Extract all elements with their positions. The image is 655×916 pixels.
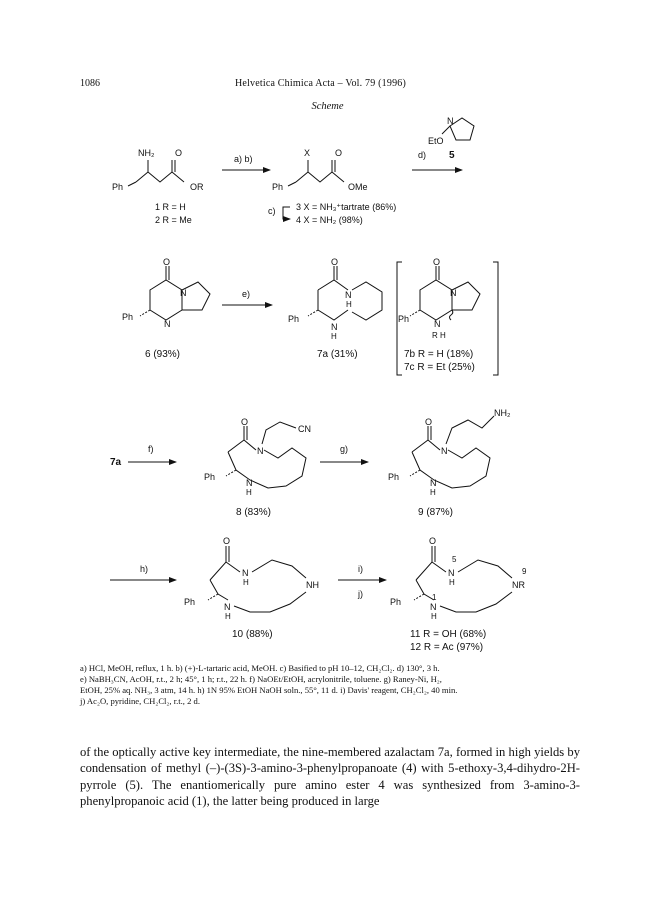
sm-or-label: OR [190,182,204,192]
c10-ph-label: Ph [184,597,196,607]
c10-n1-label: N [242,568,249,578]
sm-nh2-label: NH₂ [138,148,155,158]
page-number: 1086 [80,78,100,89]
body-paragraph: of the optically active key intermediate, the nine-membered azalactam 7a, formed in high yields by condensation of methyl (–)-(3S)-3-amino-3-phenylpropanoate (4) with 5-ethoxy-3,4-dihydro-2H-pyrrole (5). The enantiomerically pure amino ester 4 was synthesized from 3-amino-3-phenylpropanoic acid (1), the latter being produced in large [80,745,580,809]
c11-position-1-label: 1 [432,593,437,602]
int-o-label: O [335,148,343,158]
c7b-n2-label: N [434,319,441,329]
compound-7c-label: 7c R = Et (25%) [404,362,475,373]
compound-8-label: 8 (83%) [236,507,272,518]
reagent-eto-label: EtO [428,136,444,146]
c11-position-5-label: 5 [452,555,457,564]
step-c-label: c) [268,206,276,216]
step-c-bracket [283,207,290,219]
arrow-h-label: h) [140,564,149,574]
c8-h-label: H [246,488,252,497]
c7a-n2-label: N [331,322,338,332]
compound-3-label: 3 X = NH₃⁺tartrate (86%) [296,202,397,212]
c9-nh2-label: NH₂ [494,408,511,418]
compound-9-structure [388,408,511,497]
c9-n1-label: N [441,446,448,456]
c10-h1-label: H [243,578,249,587]
c8-ph-label: Ph [204,472,216,482]
int-ph-label: Ph [272,182,284,192]
c11-h2-label: H [431,612,437,621]
c9-ph-label: Ph [388,472,400,482]
compound-8-structure [204,417,311,497]
compound-9-label: 9 (87%) [418,507,454,518]
compound-12-label: 12 R = Ac (97%) [410,642,484,653]
compound-7a-structure [288,257,382,341]
sm-o-label: O [175,148,183,158]
compound-11-label: 11 R = OH (68%) [410,629,487,640]
c6-n2-label: N [164,319,171,329]
footnote-line: e) NaBH₃CN, AcOH, r.t., 2 h; 45°, 1 h; r.t., 22 h. f) NaOEt/EtOH, acrylonitrile, toluene. g) Raney-Ni, H₂, [80,674,442,684]
footnote-line: a) HCl, MeOH, reflux, 1 h. b) (+)-L-tartaric acid, MeOH. c) Basified to pH 10–12, CH₂Cl₂. d) 130°, 3 h. [80,663,440,673]
compound-5-structure [428,116,474,146]
c9-n2-label: N [430,478,437,488]
c7a-h1-label: H [346,300,352,309]
footnote-line: j) Ac₂O, pyridine, CH₂Cl₂, r.t., 2 d. [80,696,200,706]
c10-nh-label: NH [306,580,319,590]
c11-n2-label: N [430,602,437,612]
arrow-j-label: j) [358,589,363,599]
compound-1-label: 1 R = H [155,202,186,212]
c7b-o-label: O [433,257,441,267]
c8-o-label: O [241,417,249,427]
c9-h-label: H [430,488,436,497]
c7a-o-label: O [331,257,339,267]
c6-ph-label: Ph [122,312,134,322]
running-header: Helvetica Chimica Acta – Vol. 79 (1996) [235,78,407,89]
compound-7a-ref: 7a [110,457,122,468]
c11-ph-label: Ph [390,597,402,607]
compound-7b-7c-structure [398,257,480,340]
c6-n1-label: N [180,288,187,298]
compound-6-label: 6 (93%) [145,349,181,360]
sm-ph-label: Ph [112,182,124,192]
scheme-title: Scheme [311,101,344,112]
c10-o-label: O [223,536,231,546]
c9-o-label: O [425,417,433,427]
c11-position-9-label: 9 [522,567,527,576]
compound-6-structure [122,257,210,329]
arrow-g-label: g) [340,444,349,454]
c7a-n1-label: N [345,290,352,300]
compound-4-label: 4 X = NH₂ (98%) [296,215,363,225]
compound-1-2-structure [112,148,204,192]
compound-11-12-structure [390,536,527,621]
reaction-conditions-footnotes [80,663,580,707]
int-ome-label: OMe [348,182,368,192]
compound-3-4-structure [272,148,368,192]
arrow-e-label: e) [242,289,251,299]
compound-7a-label: 7a (31%) [317,349,358,360]
int-x-label: X [304,148,311,158]
arrow-ab-label: a) b) [234,154,253,164]
c8-n1-label: N [257,446,264,456]
c6-o-label: O [163,257,171,267]
step-d-label: d) [418,150,427,160]
c8-cn-label: CN [298,424,311,434]
c7a-ph-label: Ph [288,314,300,324]
arrow-f-label: f) [148,444,154,454]
c7b-ph-label: Ph [398,314,410,324]
c7b-n1-label: N [450,288,457,298]
c10-n2-label: N [224,602,231,612]
c11-o-label: O [429,536,437,546]
compound-10-label: 10 (88%) [232,629,273,640]
c11-h1-label: H [449,578,455,587]
compound-2-label: 2 R = Me [155,215,192,225]
c11-nr-label: NR [512,580,525,590]
compound-10-structure [184,536,319,621]
compound-7b-label: 7b R = H (18%) [404,349,474,360]
reagent-5-label: 5 [449,150,455,161]
c7b-rh-label: R H [432,331,446,340]
c8-n2-label: N [246,478,253,488]
footnote-line: EtOH, 25% aq. NH₃, 3 atm, 14 h. h) 1N 95% EtOH NaOH soln., 55°, 11 d. i) Davis' reagent, CH₂Cl₂, 40 min. [80,685,458,695]
c7a-h2-label: H [331,332,337,341]
c10-h2-label: H [225,612,231,621]
arrow-i-label: i) [358,564,363,574]
reagent-n-label: N [447,116,454,126]
c11-n1-label: N [448,568,455,578]
